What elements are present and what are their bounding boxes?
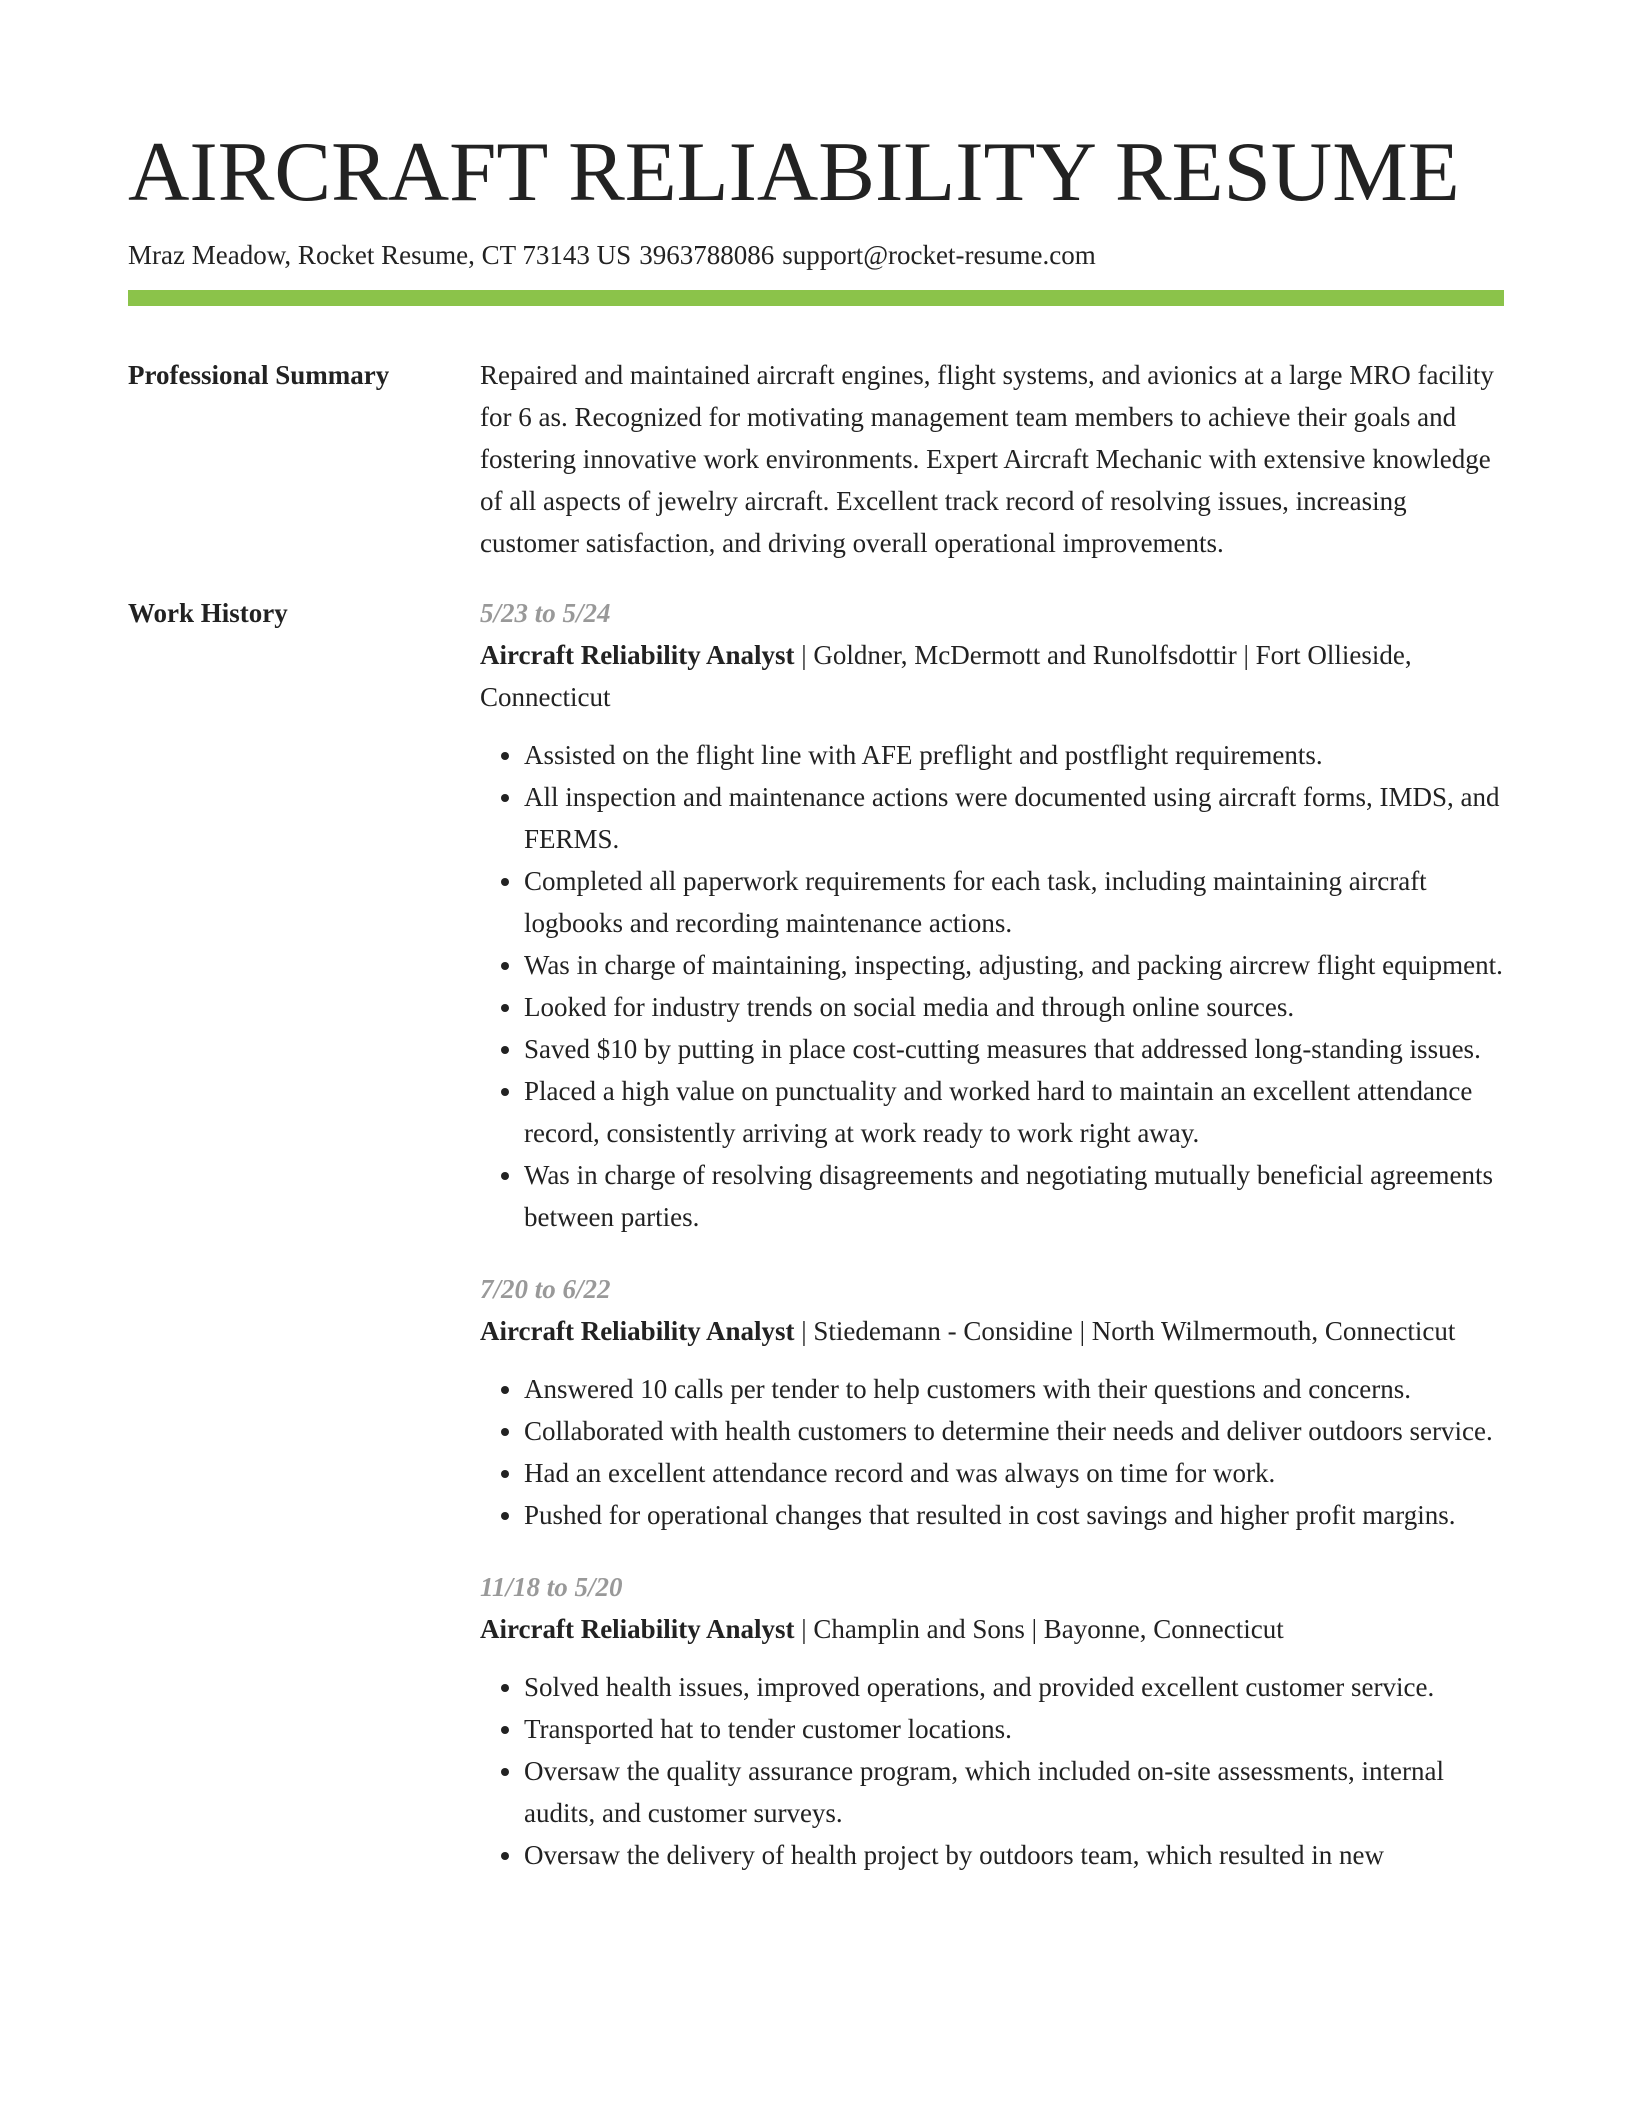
job-bullet: • Collaborated with health customers to determine their needs and deliver outdoors service.: [524, 1410, 1504, 1452]
job-bullet: • Was in charge of maintaining, inspecting, adjusting, and packing aircrew flight equipment.: [524, 944, 1504, 986]
job-dates: 7/20 to 6/22: [480, 1274, 611, 1304]
job-bullet: • Answered 10 calls per tender to help customers with their questions and concerns.: [524, 1368, 1504, 1410]
summary-text: Repaired and maintained aircraft engines, flight systems, and avionics at a large MRO facility for 6 as. Recognized for motivating management team members to achieve their goals and fostering innovative work environments. Expert Aircraft Mechanic with extensive knowledge of all aspects of jewelry aircraft. Excellent track record of resolving issues, increasing customer satisfaction, and driving overall operational improvements.: [480, 360, 1494, 558]
job-bullet: • Solved health issues, improved operations, and provided excellent customer service.: [524, 1666, 1504, 1708]
job-dates: 11/18 to 5/20: [480, 1572, 623, 1602]
resume-title: AIRCRAFT RELIABILITY RESUME: [128, 125, 1460, 219]
section-label-summary: Professional Summary: [128, 360, 390, 390]
jobs-list: [480, 592, 1504, 1906]
phone: 3963788086: [639, 240, 775, 270]
job-title: Aircraft Reliability Analyst: [480, 1316, 795, 1346]
job-details: | Champlin and Sons | Bayonne, Connecticut: [794, 1614, 1284, 1644]
job-entry: [480, 1566, 1504, 1876]
job-bullets: [480, 1666, 1504, 1876]
job-bullet: • Completed all paperwork requirements for each task, including maintaining aircraft logbooks and recording maintenance actions.: [524, 860, 1504, 944]
job-bullet: • Placed a high value on punctuality and worked hard to maintain an excellent attendance record, consistently arriving at work ready to work right away.: [524, 1070, 1504, 1154]
job-header: [480, 1310, 1504, 1352]
job-bullets: [480, 1368, 1504, 1536]
job-entry: [480, 1268, 1504, 1536]
job-dates: 5/23 to 5/24: [480, 598, 611, 628]
section-label-work-history: Work History: [128, 598, 288, 628]
header-divider: [128, 290, 1504, 306]
job-title: Aircraft Reliability Analyst: [480, 1614, 795, 1644]
contact-line: [128, 236, 1504, 274]
resume-page: [128, 118, 1504, 1906]
work-history-section: [128, 592, 1504, 1906]
address: Mraz Meadow, Rocket Resume, CT 73143 US: [128, 240, 632, 270]
professional-summary-section: [128, 354, 1504, 564]
job-bullets: [480, 734, 1504, 1238]
job-details: | Stiedemann - Considine | North Wilmermouth, Connecticut: [794, 1316, 1456, 1346]
job-bullet: • Assisted on the flight line with AFE preflight and postflight requirements.: [524, 734, 1504, 776]
job-bullet: • Looked for industry trends on social media and through online sources.: [524, 986, 1504, 1028]
job-bullet: • Transported hat to tender customer locations.: [524, 1708, 1504, 1750]
job-title: Aircraft Reliability Analyst: [480, 640, 795, 670]
job-entry: [480, 592, 1504, 1238]
job-bullet: • Oversaw the delivery of health project by outdoors team, which resulted in new: [524, 1834, 1504, 1876]
job-details: | Goldner, McDermott and Runolfsdottir | Fort Ollieside, Connecticut: [480, 640, 1412, 712]
job-header: [480, 1608, 1504, 1650]
job-bullet: • All inspection and maintenance actions were documented using aircraft forms, IMDS, and FERMS.: [524, 776, 1504, 860]
job-header: [480, 634, 1504, 718]
job-bullet: • Pushed for operational changes that resulted in cost savings and higher profit margins.: [524, 1494, 1504, 1536]
job-bullet: • Was in charge of resolving disagreements and negotiating mutually beneficial agreements between parties.: [524, 1154, 1504, 1238]
job-bullet: • Saved $10 by putting in place cost-cutting measures that addressed long-standing issues.: [524, 1028, 1504, 1070]
job-bullet: • Had an excellent attendance record and was always on time for work.: [524, 1452, 1504, 1494]
job-bullet: • Oversaw the quality assurance program, which included on-site assessments, internal audits, and customer surveys.: [524, 1750, 1504, 1834]
email: support@rocket-resume.com: [782, 240, 1096, 270]
